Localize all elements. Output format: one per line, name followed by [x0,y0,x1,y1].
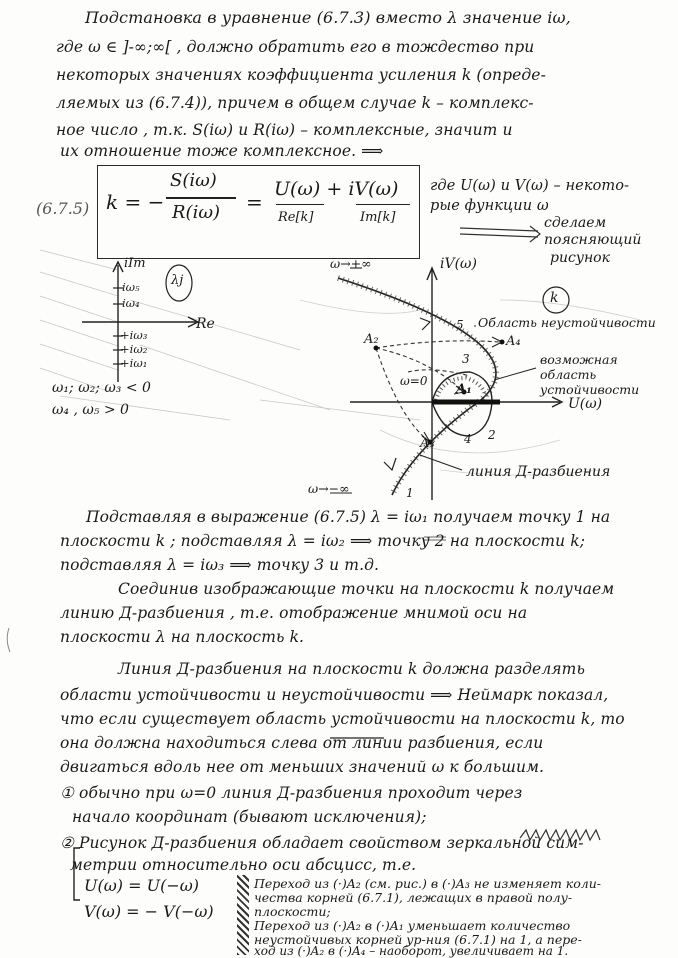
text-line-1: Подстановка в уравнение (6.7.3) вместо λ значение iω, [85,8,571,27]
tick-label-iw2: +iω₂ [120,342,148,356]
point-a3-label: A₃ [420,436,435,451]
tick-label-iw3: +iω₃ [120,328,148,342]
equation-note-1: где U(ω) и V(ω) – некото- [430,178,630,194]
figure-note-2: поясняющий [544,232,642,248]
text-para-4: она должна находиться слева от линии разбиения, если [60,734,544,752]
omega-zero-label: ω=0 [400,374,428,388]
curve-point-5: 5 [456,318,464,332]
text-para-6: ① обычно при ω=0 линия Д-разбиения проходит через [60,784,523,802]
stable-region-label-1: возможная [540,352,618,367]
text-para-8: ② Рисунок Д-разбиения обладает свойством зеркальной сим- [60,834,584,852]
right-yaxis-label: iV(ω) [440,256,477,272]
text-para-1: Линия Д-разбиения на плоскости k должна разделять [118,660,585,678]
symmetry-u: U(ω) = U(−ω) [84,876,200,895]
equation-denominator-r: R(iω) [172,202,221,223]
curve-point-3: 3 [462,352,470,366]
text-after-3: подставляя λ = iω₃ ⟹ точку 3 и т.д. [60,556,380,574]
lambda-plane-label: λj [171,273,184,288]
left-xaxis-label: Re [196,316,215,332]
omega-minus-inf-label: ω→−∞ [308,481,350,496]
side-note-hatch [237,875,249,955]
text-line-2: где ω ∈ ]-∞;∞[ , должно обратить его в тождество при [56,38,535,56]
text-line-6: их отношение тоже комплексное. ⟹ [60,142,384,160]
equation-lhs: k = − [106,190,165,214]
dline-label-leader [420,455,462,470]
figure-note-1: сделаем [544,215,607,231]
figure-note-3: рисунок [550,250,610,266]
text-after-1: Подставляя в выражение (6.7.5) λ = iω₁ получаем точку 1 на [86,508,611,526]
stable-region-label-2: область [540,367,597,382]
right-xaxis-label: U(ω) [568,396,603,412]
left-yaxis-label: iIm [124,256,146,271]
text-line-4: ляемых из (6.7.4)), причем в общем случае k – комплекс- [56,94,534,112]
tick-label-iw1: +iω₁ [120,356,148,370]
omega-arrows [330,268,362,493]
k-plane-label: k [550,290,559,306]
text-para-3: что если существует область устойчивости на плоскости k, то [60,710,625,728]
text-para-2: области устойчивости и неустойчивости ⟹ Неймарк показал, [60,686,609,704]
equation-numerator-s: S(iω) [170,170,217,191]
side-note-1: Переход из (·)A₂ (см. рис.) в (·)A₃ не изменяет коли- [254,876,601,891]
text-para-5: двигаться вдоль нее от меньших значений ω к большим. [60,758,545,776]
text-after-2: плоскости k ; подставляя λ = iω₂ ⟹ точку 2 на плоскости k; [60,532,586,550]
text-after-4: Соединив изображающие точки на плоскости k получаем [118,580,615,598]
unstable-region-label: Область неустойчивости [478,315,656,330]
side-note-3: плоскости; [254,904,331,919]
left-condition-2: ω₄ , ω₅ > 0 [52,402,129,418]
equation-note-2: рые функции ω [430,198,549,214]
curve-point-4: 4 [464,432,472,446]
tick-label-iw5: iω₅ [122,280,140,294]
curve-point-1: 1 [406,486,414,500]
side-note-6: ход из (·)A₂ в (·)A₄ – наоборот, увеличивает на 1. [254,944,569,958]
text-after-6: плоскости λ на плоскость k. [60,628,305,646]
omega-plus-inf-label: ω→+∞ [330,256,372,271]
left-condition-1: ω₁; ω₂; ω₃ < 0 [52,380,151,396]
stable-label-leader [494,368,536,380]
equation-equals: = [246,190,263,214]
text-line-3: некоторых значениях коэффициента усиления k (опреде- [56,66,546,84]
note-arrow-icon [460,226,540,242]
equation-re-k: Re[k] [278,210,314,225]
text-line-5: ное число , т.к. S(iω) и R(iω) – комплексные, значит и [56,121,513,139]
equation-im-k: Im[k] [360,210,396,225]
point-a2-label: A₂ [364,332,379,347]
text-para-9: метрии относительно оси абсцисс, т.е. [70,856,417,874]
margin-mark [7,628,10,652]
text-after-5: линию Д-разбиения , т.е. отображение мнимой оси на [60,604,528,622]
curve-point-2: 2 [488,428,496,442]
point-a4-label: A₄ [506,334,521,349]
stable-region-label-3: устойчивости [540,382,640,397]
tick-label-iw4: iω₄ [122,296,140,310]
point-a1-label: A₁ [456,382,472,397]
equation-u-plus-iv: U(ω) + iV(ω) [274,178,399,200]
side-note-5: неустойчивых корней ур-ния (6.7.1) на 1, а пере- [254,932,582,947]
d-partition-line-label: линия Д-разбиения [466,464,611,480]
side-note-2: чества корней (6.7.1), лежащих в правой полу- [254,890,573,905]
text-para-7: начало координат (бывают исключения); [72,808,427,826]
side-note-4: Переход из (·)A₂ в (·)A₁ уменьшает количество [254,918,571,933]
symmetry-v: V(ω) = − V(−ω) [84,902,214,921]
equation-number: (6.7.5) [36,199,90,218]
